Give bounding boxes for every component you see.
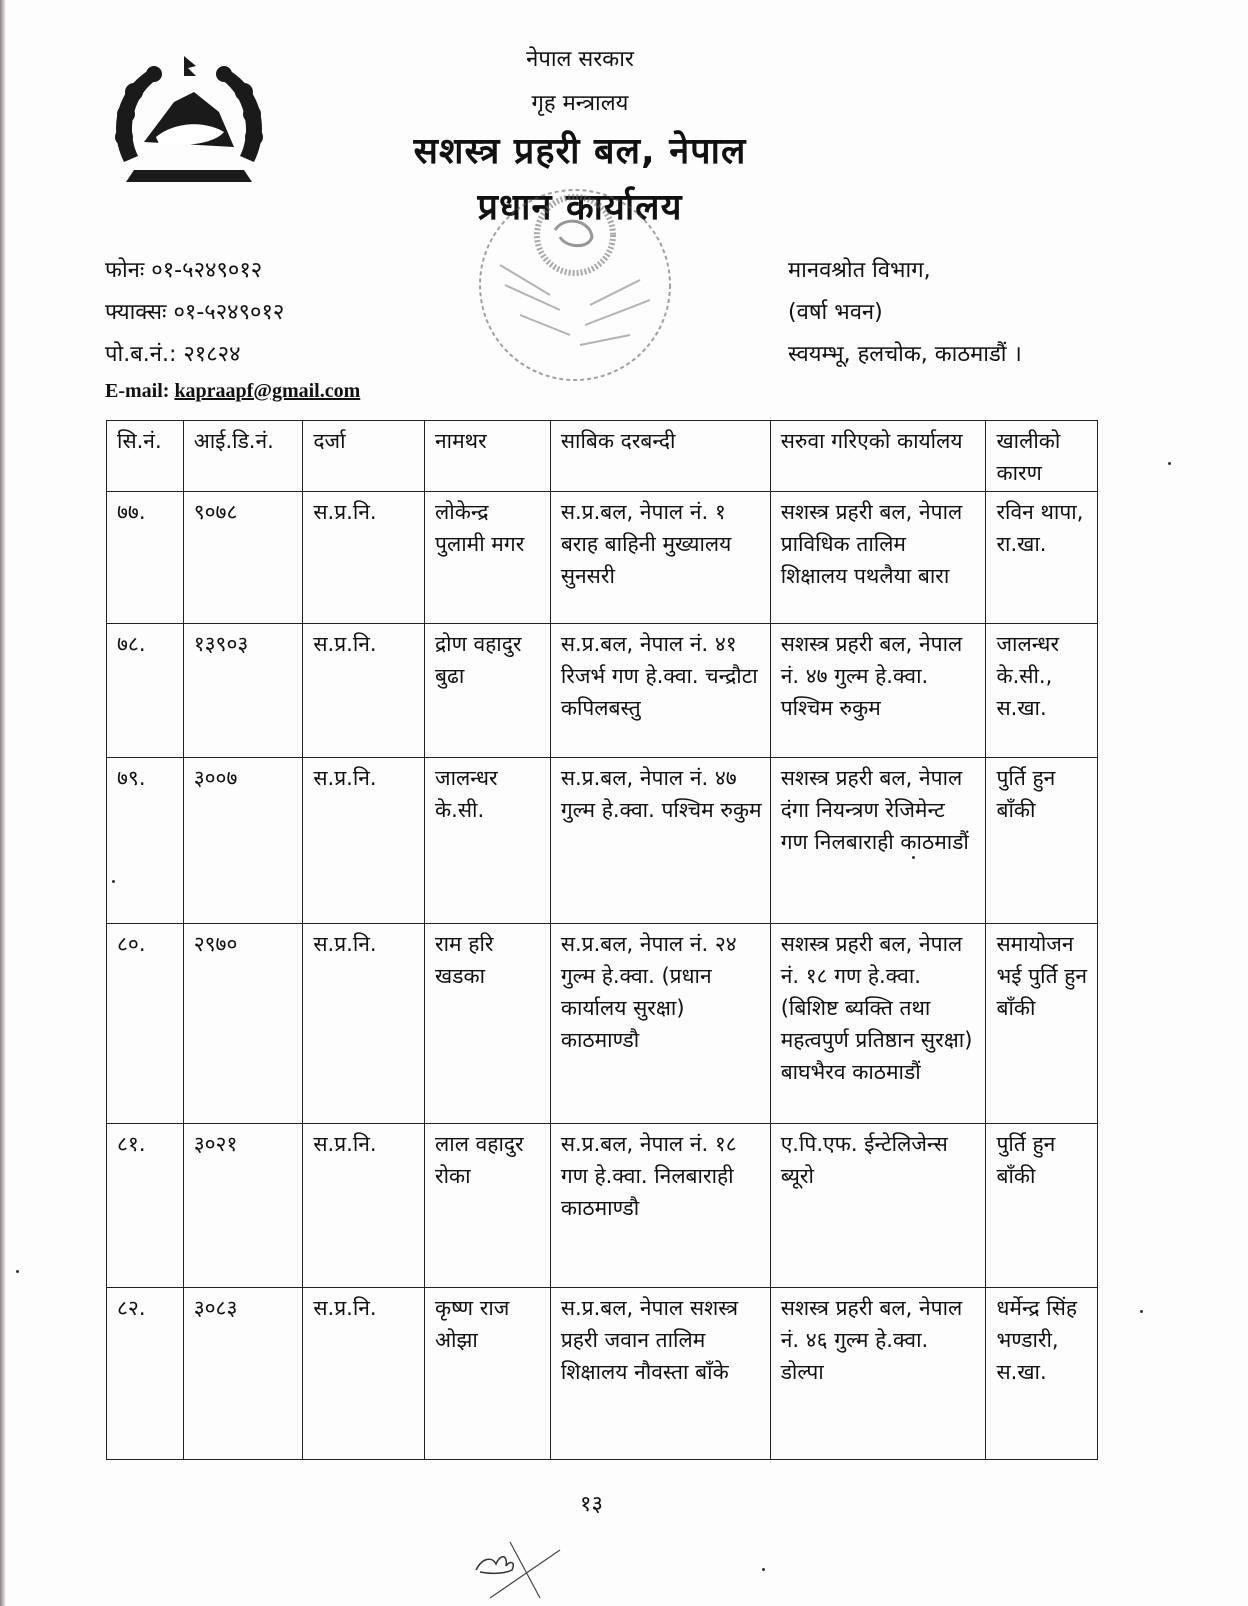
cell-previous-post: स.प्र.बल, नेपाल नं. ४७ गुल्म हे.क्वा. पश्चिम रुकुम xyxy=(550,758,770,924)
cell-transferred-office: सशस्त्र प्रहरी बल, नेपाल प्राविधिक तालिम शिक्षालय पथलैया बारा xyxy=(770,492,986,624)
cell-vacancy-reason: समायोजन भई पुर्ति हुन बाँकी xyxy=(986,924,1098,1124)
cell-rank: स.प्र.नि. xyxy=(303,758,425,924)
scan-speck xyxy=(1168,462,1171,465)
cell-previous-post: स.प्र.बल, नेपाल नं. ४१ रिजर्भ गण हे.क्वा. चन्द्रौटा कपिलबस्तु xyxy=(550,624,770,758)
scan-speck xyxy=(112,880,115,883)
government-name: नेपाल सरकार xyxy=(526,47,634,72)
organization-name: सशस्त्र प्रहरी बल, नेपाल xyxy=(413,131,747,172)
cell-id-number: ३०२१ xyxy=(183,1124,303,1288)
contact-details xyxy=(105,250,360,406)
email-link[interactable]: kapraapf@gmail.com xyxy=(174,380,361,402)
cell-name: द्रोण वहादुर बुढा xyxy=(425,624,551,758)
cell-transferred-office: ए.पि.एफ. ईन्टेलिजेन्स ब्यूरो xyxy=(770,1124,986,1288)
cell-id-number: १३९०३ xyxy=(183,624,303,758)
cell-rank: स.प्र.नि. xyxy=(303,1124,425,1288)
office-address xyxy=(788,250,1022,376)
cell-name: लोकेन्द्र पुलामी मगर xyxy=(425,492,551,624)
cell-transferred-office: सशस्त्र प्रहरी बल, नेपाल दंगा नियन्त्रण रेजिमेन्ट गण निलबाराही काठमाडौं xyxy=(770,758,986,924)
col-transferred-office: सरुवा गरिएको कार्यालय xyxy=(770,421,986,492)
scan-speck xyxy=(16,1270,19,1273)
cell-id-number: ९०७८ xyxy=(183,492,303,624)
email-line xyxy=(105,376,360,406)
transfer-table xyxy=(106,420,1098,1460)
signature-icon xyxy=(470,1540,580,1600)
cell-transferred-office: सशस्त्र प्रहरी बल, नेपाल नं. ४७ गुल्म हे.क्वा. पश्चिम रुकुम xyxy=(770,624,986,758)
cell-previous-post: स.प्र.बल, नेपाल नं. २४ गुल्म हे.क्वा. (प्रधान कार्यालय सुरक्षा) काठमाण्डौ xyxy=(550,924,770,1124)
cell-transferred-office: सशस्त्र प्रहरी बल, नेपाल नं. १८ गण हे.क्वा. (बिशिष्ट ब्यक्ति तथा महत्वपुर्ण प्रतिष्ठान सुरक्षा) बाघभैरव काठमाडौं xyxy=(770,924,986,1124)
cell-id-number: ३००७ xyxy=(183,758,303,924)
location: स्वयम्भू, हलचोक, काठमाडौं । xyxy=(788,342,1022,367)
cell-previous-post: स.प्र.बल, नेपाल नं. १८ गण हे.क्वा. निलबाराही काठमाण्डौ xyxy=(550,1124,770,1288)
cell-serial-number: ८०. xyxy=(107,924,184,1124)
col-vacancy-reason: खालीको कारण xyxy=(986,421,1098,492)
table-row xyxy=(107,1288,1098,1460)
cell-rank: स.प्र.नि. xyxy=(303,924,425,1124)
col-previous-post: साबिक दरबन्दी xyxy=(550,421,770,492)
email-label: E-mail: xyxy=(105,380,175,402)
table-row xyxy=(107,1124,1098,1288)
table-row xyxy=(107,924,1098,1124)
cell-vacancy-reason: जालन्धर के.सी., स.खा. xyxy=(986,624,1098,758)
cell-id-number: २९७० xyxy=(183,924,303,1124)
cell-transferred-office: सशस्त्र प्रहरी बल, नेपाल नं. ४६ गुल्म हे.क्वा. डोल्पा xyxy=(770,1288,986,1460)
cell-name: राम हरि खडका xyxy=(425,924,551,1124)
cell-serial-number: ७९. xyxy=(107,758,184,924)
col-serial-number: सि.नं. xyxy=(107,421,184,492)
cell-serial-number: ८२. xyxy=(107,1288,184,1460)
col-rank: दर्जा xyxy=(303,421,425,492)
cell-serial-number: ७७. xyxy=(107,492,184,624)
cell-vacancy-reason: पुर्ति हुन बाँकी xyxy=(986,1124,1098,1288)
department-name: मानवश्रोत विभाग, xyxy=(788,258,931,283)
nepal-emblem-icon xyxy=(104,52,274,202)
col-name: नामथर xyxy=(425,421,551,492)
cell-rank: स.प्र.नि. xyxy=(303,492,425,624)
cell-serial-number: ८१. xyxy=(107,1124,184,1288)
scan-speck xyxy=(762,1568,765,1571)
cell-previous-post: स.प्र.बल, नेपाल नं. १ बराह बाहिनी मुख्यालय सुनसरी xyxy=(550,492,770,624)
cell-rank: स.प्र.नि. xyxy=(303,624,425,758)
scan-speck xyxy=(912,856,915,859)
cell-name: कृष्ण राज ओझा xyxy=(425,1288,551,1460)
office-name: प्रधान कार्यालय xyxy=(477,187,683,228)
cell-name: लाल वहादुर रोका xyxy=(425,1124,551,1288)
table-row xyxy=(107,492,1098,624)
page-number: १३ xyxy=(580,1492,603,1517)
po-box: पो.ब.नं.: २१८२४ xyxy=(105,342,241,367)
table-header-row xyxy=(107,421,1098,492)
cell-vacancy-reason: पुर्ति हुन बाँकी xyxy=(986,758,1098,924)
scan-edge xyxy=(0,0,6,1606)
cell-rank: स.प्र.नि. xyxy=(303,1288,425,1460)
cell-serial-number: ७८. xyxy=(107,624,184,758)
fax-number: फ्याक्सः ०१-५२४९०१२ xyxy=(105,300,285,325)
cell-vacancy-reason: धर्मेन्द्र सिंह भण्डारी, स.खा. xyxy=(986,1288,1098,1460)
official-stamp-icon xyxy=(460,175,690,395)
cell-vacancy-reason: रविन थापा, रा.खा. xyxy=(986,492,1098,624)
table-row xyxy=(107,758,1098,924)
col-id-number: आई.डि.नं. xyxy=(183,421,303,492)
ministry-name: गृह मन्त्रालय xyxy=(531,91,629,116)
scan-speck xyxy=(1140,1310,1143,1313)
cell-id-number: ३०८३ xyxy=(183,1288,303,1460)
cell-previous-post: स.प्र.बल, नेपाल सशस्त्र प्रहरी जवान तालिम शिक्षालय नौवस्ता बाँके xyxy=(550,1288,770,1460)
building-name: (वर्षा भवन) xyxy=(788,300,883,325)
cell-name: जालन्धर के.सी. xyxy=(425,758,551,924)
table-row xyxy=(107,624,1098,758)
phone-number: फोनः ०१-५२४९०१२ xyxy=(105,258,263,283)
